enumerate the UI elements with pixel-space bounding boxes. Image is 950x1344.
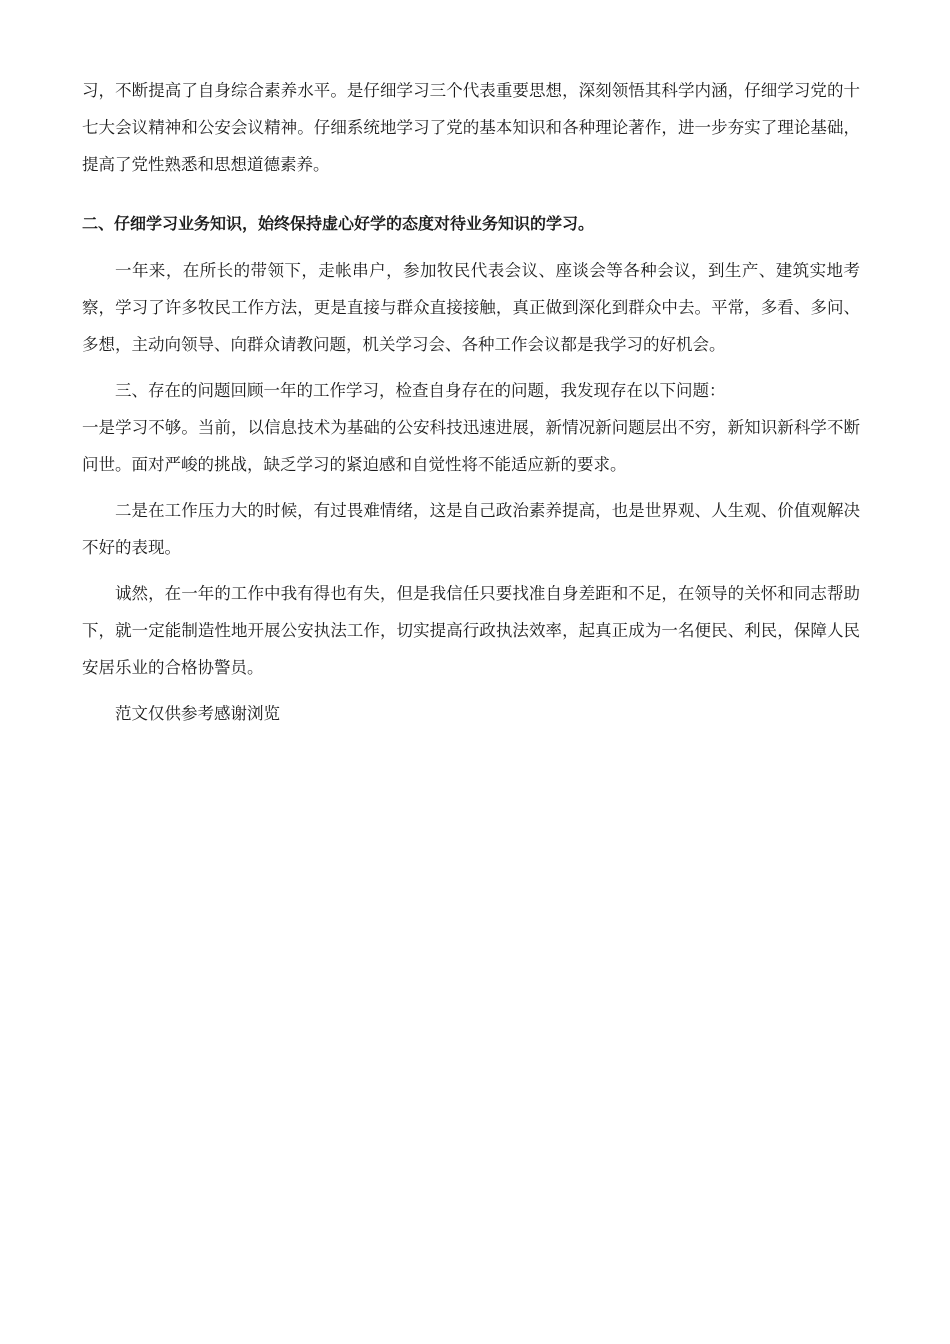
paragraph-problem-two: 二是在工作压力大的时候，有过畏难情绪，这是自己政治素养提高，也是世界观、人生观、价值观解决不好的表现。 (82, 501, 860, 557)
paragraph-year-work: 一年来，在所长的带领下，走帐串户，参加牧民代表会议、座谈会等各种会议，到生产、建筑实地考察，学习了许多牧民工作方法，更是直接与群众直接接触，真正做到深化到群众中去。平常，多看、多问、多想，主动向领导、向群众请教问题，机关学习会、各种工作会议都是我学习的好机会。 (82, 261, 860, 354)
section-heading-problems: 三、存在的问题回顾一年的工作学习，检查自身存在的问题，我发现存在以下问题： (115, 381, 726, 400)
paragraph-conclusion: 诚然，在一年的工作中我有得也有失，但是我信任只要找准自身差距和不足，在领导的关怀和同志帮助下，就一定能制造性地开展公安执法工作，切实提高行政执法效率，起真正成为一名便民、利民，保障人民安居乐业的合格协警员。 (82, 584, 860, 677)
footer-note: 范文仅供参考感谢浏览 (115, 704, 280, 723)
document-page (82, 72, 860, 732)
section-heading-business-knowledge: 二、仔细学习业务知识，始终保持虚心好学的态度对待业务知识的学习。 (82, 214, 595, 233)
paragraph-study-theory: 习，不断提高了自身综合素养水平。是仔细学习三个代表重要思想，深刻领悟其科学内涵，仔细学习党的十七大会议精神和公安会议精神。仔细系统地学习了党的基本知识和各种理论著作，进一步夯实了理论基础，提高了党性熟悉和思想道德素养。 (82, 81, 860, 174)
paragraph-problem-one: 一是学习不够。当前，以信息技术为基础的公安科技迅速进展，新情况新问题层出不穷，新知识新科学不断问世。面对严峻的挑战，缺乏学习的紧迫感和自觉性将不能适应新的要求。 (82, 418, 860, 474)
